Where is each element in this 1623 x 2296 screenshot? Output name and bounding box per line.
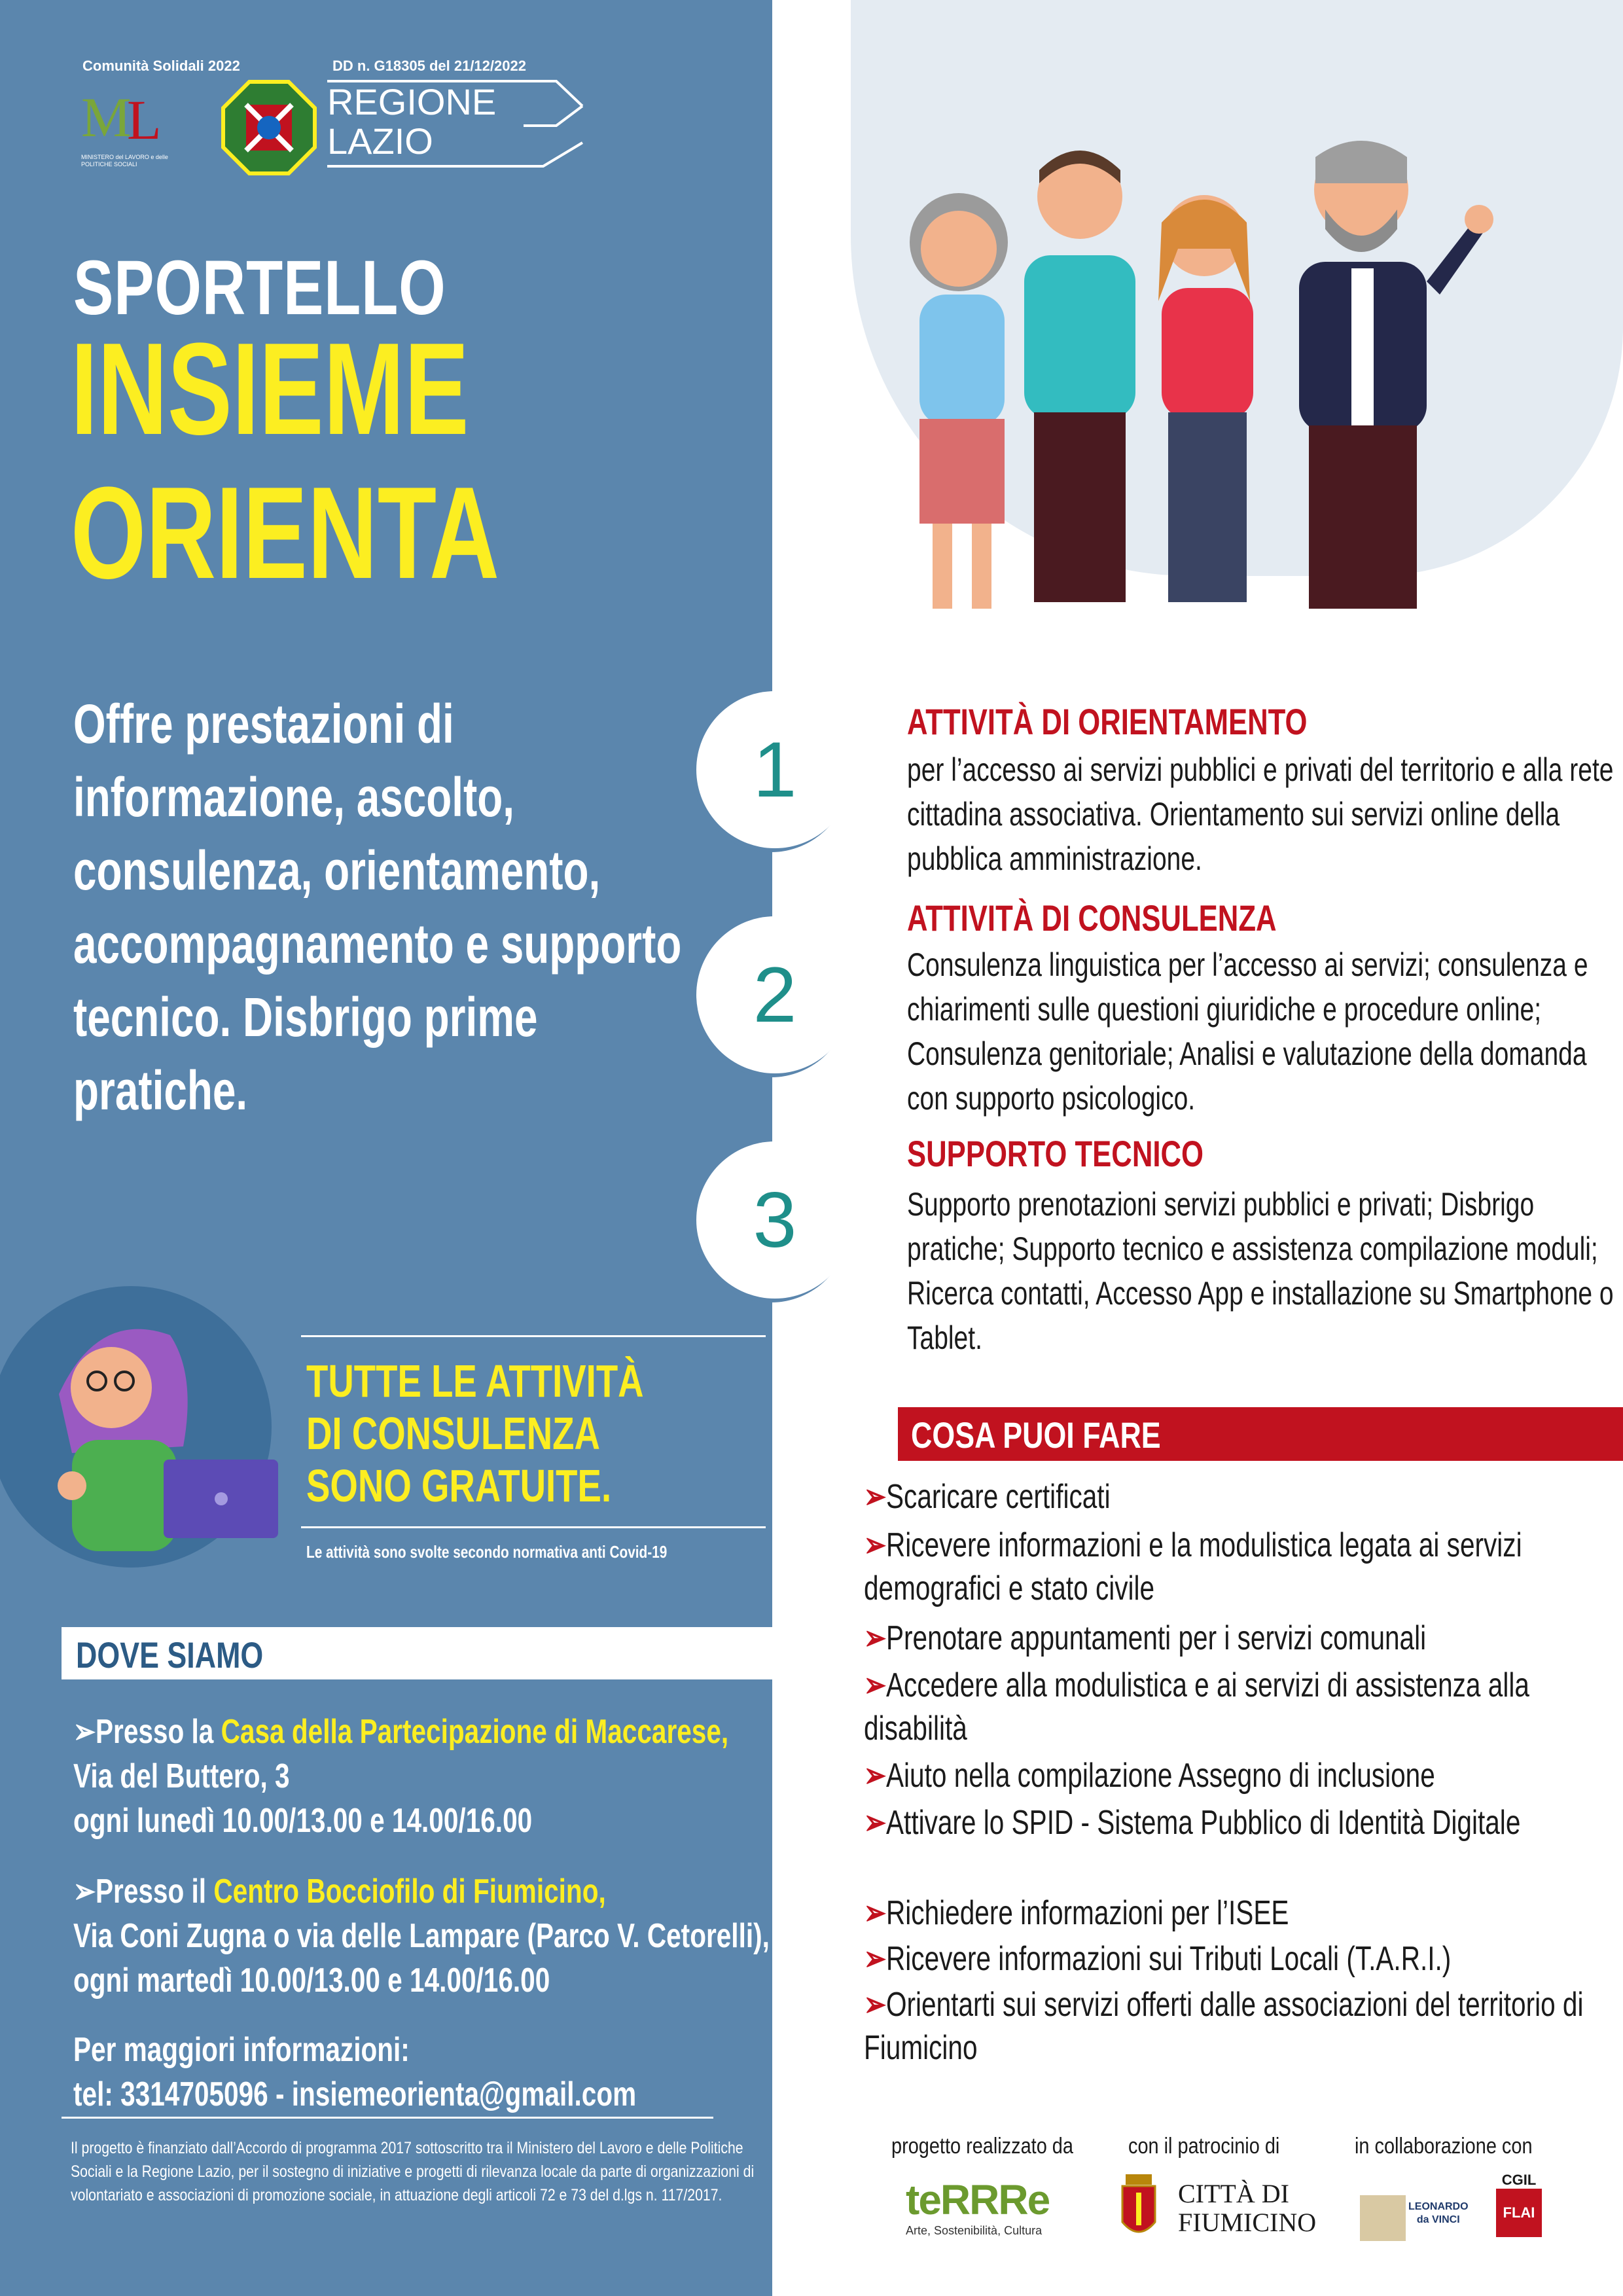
divider-top: [301, 1335, 766, 1337]
location-2-hours: ogni martedì 10.00/13.00 e 14.00/16.00: [73, 1962, 550, 2000]
title-insieme: INSIEME: [71, 316, 469, 462]
list-item: ➢Ricevere informazioni e la modulistica legata ai servizi demografici e stato civile: [864, 1526, 1522, 1607]
program-label: Comunità Solidali 2022: [82, 58, 240, 74]
arrow-icon: ➢: [864, 1894, 886, 1932]
contact-line[interactable]: tel: 3314705096 - insiemeorienta@gmail.com: [73, 2075, 637, 2113]
activity-number-2: 2: [696, 916, 853, 1073]
free-notice: [306, 1355, 644, 1512]
activity-title-3: SUPPORTO TECNICO: [907, 1133, 1204, 1174]
list-item: ➢Prenotare appuntamenti per i servizi comunali: [864, 1619, 1427, 1657]
arrow-icon: ➢: [864, 1619, 886, 1657]
arrow-icon: ➢: [864, 1478, 886, 1516]
flai-text: FLAI: [1496, 2189, 1542, 2237]
svg-text:L: L: [127, 88, 162, 151]
list-item: ➢Aiuto nella compilazione Assegno di inclusione: [864, 1757, 1435, 1795]
leonardo-line1: LEONARDO: [1408, 2201, 1469, 2212]
cgil-flai-logo: [1496, 2172, 1542, 2237]
funding-note: Il progetto è finanziato dall’Accordo di programma 2017 sottoscritto tra il Ministero del Lavoro e delle Politiche Sociali e la Regione Lazio, per il sostegno di iniziative e progetti di rilevanza locale da parte di organizzazioni di volontariato e associazioni di promozione sociale, in attuazione degli articoli 72 e 73 del d.lgs n. 117/2017.: [71, 2139, 755, 2204]
location-1-place: Casa della Partecipazione di Maccarese,: [221, 1713, 729, 1751]
intro-text: Offre prestazioni di informazione, ascolto, consulenza, orientamento, accompagnamento e supporto tecnico. Disbrigo prime pratiche.: [73, 693, 682, 1121]
location-2-place: Centro Bocciofilo di Fiumicino,: [213, 1873, 606, 1910]
region-line2: LAZIO: [327, 120, 433, 162]
activity-body-3: Supporto prenotazioni servizi pubblici e privati; Disbrigo pratiche; Supporto tecnico e assistenza compilazione moduli; Ricerca contatti, Accesso App e installazione su Smartphone o Tablet.: [907, 1186, 1614, 1356]
city-line2: FIUMICINO: [1178, 2208, 1317, 2237]
patronage-label: con il patrocinio di: [1128, 2134, 1280, 2159]
contact-info: [73, 2028, 636, 2117]
terrre-logo: [906, 2176, 1076, 2238]
city-line1: CITTÀ DI: [1178, 2179, 1289, 2208]
list-item: ➢Scaricare certificati: [864, 1478, 1111, 1516]
realized-by-label: progetto realizzato da: [891, 2134, 1073, 2159]
leonardo-line2: da VINCI: [1416, 2214, 1460, 2225]
ministry-caption: MINISTERO del LAVORO e delle POLITICHE SOCIALI: [81, 154, 168, 168]
free-notice-line3: SONO GRATUITE.: [306, 1460, 612, 1511]
location-1-address: Via del Buttero, 3: [73, 1757, 290, 1795]
list-item: ➢Accedere alla modulistica e ai servizi di assistenza alla disabilità: [864, 1666, 1529, 1748]
activity-body-1: per l’accesso ai servizi pubblici e privati del territorio e alla rete cittadina associativa. Orientamento sui servizi online della pubblica amministrazione.: [907, 751, 1614, 877]
info-label: Per maggiori informazioni:: [73, 2031, 410, 2069]
free-notice-line1: TUTTE LE ATTIVITÀ: [306, 1355, 644, 1407]
location-1-hours: ogni lunedì 10.00/13.00 e 14.00/16.00: [73, 1802, 533, 1840]
arrow-icon: ➢: [864, 1757, 886, 1795]
cosa-puoi-fare-heading: COSA PUOI FARE: [911, 1414, 1161, 1456]
region-line1: REGIONE: [327, 81, 497, 122]
ministry-logo: [81, 85, 179, 170]
activity-title-1: ATTIVITÀ DI ORIENTAMENTO: [907, 701, 1308, 742]
decree-label: DD n. G18305 del 21/12/2022: [332, 58, 526, 74]
consultant-illustration: [0, 1283, 288, 1571]
location-2: ➢Presso il Centro Bocciofilo di Fiumicino, Via Coni Zugna o via delle Lampare (Parco V. Cetorelli), ogni martedì 10.00/13.00 e 14.00/16.00: [73, 1869, 770, 2003]
fiumicino-logo: [1178, 2179, 1316, 2237]
activity-number-1: 1: [696, 691, 853, 848]
divider-bottom: [301, 1526, 766, 1528]
collaboration-label: in collaborazione con: [1355, 2134, 1533, 2159]
title-sportello: SPORTELLO: [73, 245, 446, 331]
arrow-icon: ➢: [864, 1526, 886, 1564]
title-orienta: ORIENTA: [71, 460, 500, 606]
activity-body-2: Consulenza linguistica per l’accesso ai servizi; consulenza e chiarimenti sulle questioni giuridiche e procedure online; Consulenza genitoriale; Analisi e valutazione della domanda con supporto psicologico.: [907, 946, 1588, 1117]
arrow-icon: ➢: [864, 1986, 886, 2024]
cgil-text: CGIL: [1501, 2172, 1537, 2188]
list-item: ➢Attivare lo SPID - Sistema Pubblico di Identità Digitale: [864, 1804, 1521, 1842]
leonardo-logo: [1408, 2200, 1469, 2227]
funding-divider: [62, 2117, 713, 2119]
arrow-icon: ➢: [864, 1940, 886, 1978]
arrow-icon: ➢: [864, 1666, 886, 1704]
fiumicino-crest-icon: [1119, 2173, 1158, 2245]
people-illustration: [864, 131, 1505, 628]
location-1: ➢Presso la Casa della Partecipazione di Maccarese, Via del Buttero, 3 ogni lunedì 10.00/13.00 e 14.00/16.00: [73, 1710, 728, 1843]
list-item: ➢Ricevere informazioni sui Tributi Locali (T.A.R.I.): [864, 1940, 1452, 1978]
covid-note: Le attività sono svolte secondo normativa anti Covid-19: [306, 1542, 668, 1562]
region-logo-lines: [327, 80, 589, 171]
regione-lazio-emblem: [220, 79, 318, 177]
location-2-address: Via Coni Zugna o via delle Lampare (Parco V. Cetorelli),: [73, 1917, 770, 1955]
activity-number-3: 3: [696, 1141, 853, 1299]
list-item: ➢Orientarti sui servizi offerti dalle associazioni del territorio di Fiumicino: [864, 1986, 1584, 2067]
list-item: ➢Richiedere informazioni per l’ISEE: [864, 1894, 1289, 1932]
terrre-logo-text: teRRRe: [906, 2176, 1050, 2223]
vitruvian-icon: [1360, 2195, 1406, 2241]
terrre-tagline: Arte, Sostenibilità, Cultura: [906, 2224, 1043, 2237]
arrow-icon: ➢: [864, 1804, 886, 1842]
free-notice-line2: DI CONSULENZA: [306, 1408, 600, 1459]
svg-text:M: M: [81, 86, 132, 149]
dove-siamo-heading: DOVE SIAMO: [76, 1634, 264, 1676]
activity-title-2: ATTIVITÀ DI CONSULENZA: [907, 897, 1277, 939]
